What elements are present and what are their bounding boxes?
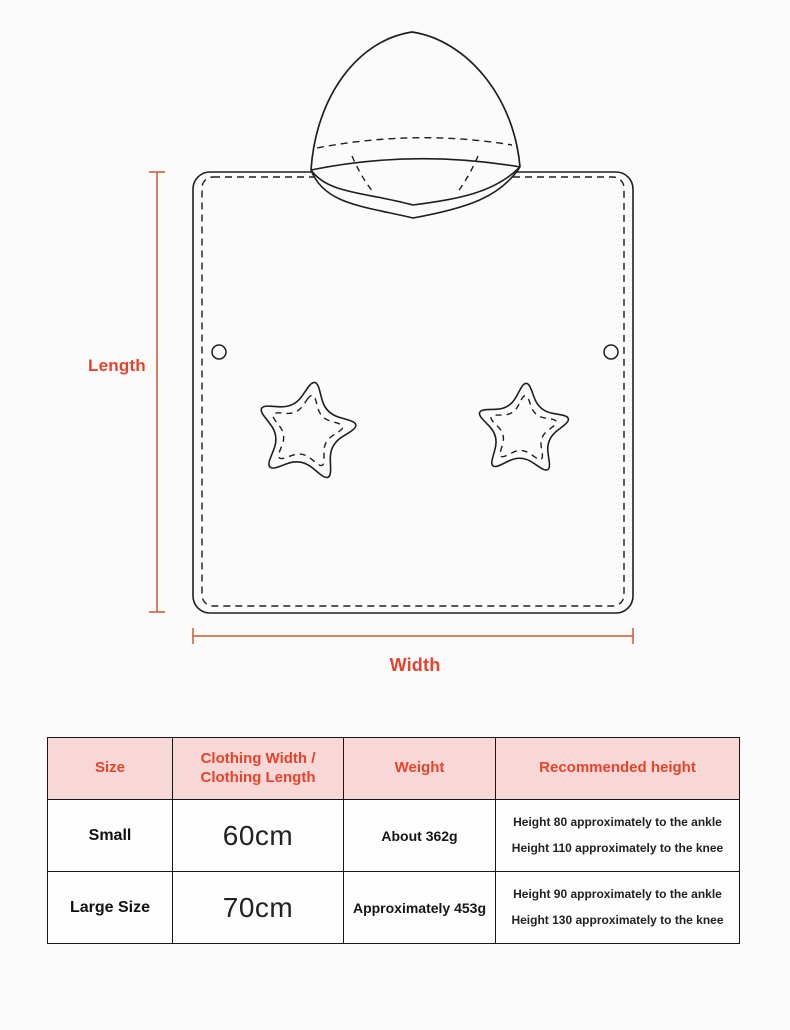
snap-button-right-icon xyxy=(604,345,618,359)
width-label: Width xyxy=(389,655,441,675)
weight-value: About 362g xyxy=(344,800,496,872)
height-line: Height 110 approximately to the knee xyxy=(511,841,724,855)
col-header-width-length: Clothing Width / Clothing Length xyxy=(173,738,344,800)
recommended-height-value xyxy=(496,800,740,872)
size-table xyxy=(47,737,740,944)
width-length-value: 60cm xyxy=(173,800,344,872)
recommended-height-value xyxy=(496,872,740,944)
length-label: Length xyxy=(88,356,146,375)
col-header-weight: Weight xyxy=(344,738,496,800)
height-line: Height 80 approximately to the ankle xyxy=(513,814,722,829)
weight-value: Approximately 453g xyxy=(344,872,496,944)
table-header-row xyxy=(48,738,740,800)
body-outline xyxy=(193,172,633,613)
poncho-hood xyxy=(311,32,520,218)
col-header-size: Size xyxy=(48,738,173,800)
table-row-small xyxy=(48,800,740,872)
table-row-large xyxy=(48,872,740,944)
snap-button-left-icon xyxy=(212,345,226,359)
size-value: Small xyxy=(48,800,173,872)
height-line: Height 130 approximately to the knee xyxy=(511,913,724,927)
width-length-value: 70cm xyxy=(173,872,344,944)
height-line: Height 90 approximately to the ankle xyxy=(513,886,722,901)
col-header-recommended-height: Recommended height xyxy=(496,738,740,800)
poncho-body xyxy=(193,172,633,613)
size-value: Large Size xyxy=(48,872,173,944)
